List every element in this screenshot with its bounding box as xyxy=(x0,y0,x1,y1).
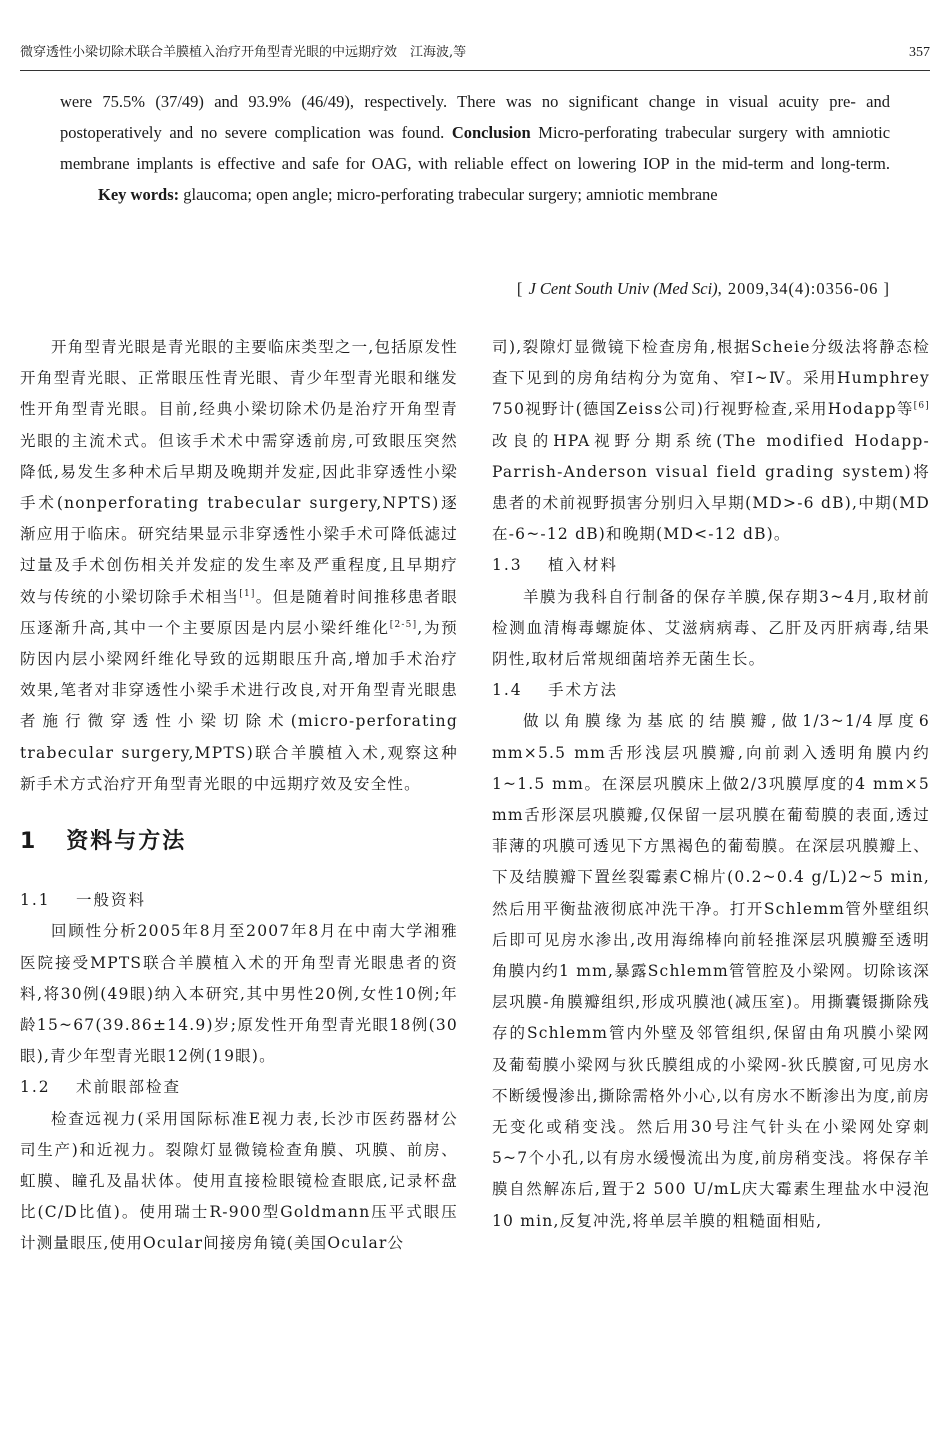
right-column xyxy=(492,332,930,1237)
subsection-number: 1.1 xyxy=(20,891,51,910)
conclusion-label: Conclusion xyxy=(451,123,531,142)
reference-1: [1] xyxy=(239,588,256,599)
citation: [ J Cent South Univ (Med Sci), 2009,34(4):0356-06 ] xyxy=(516,279,890,298)
subsection-heading-1-1 xyxy=(20,885,458,916)
english-abstract xyxy=(60,86,890,210)
intro-text-1: 开角型青光眼是青光眼的主要临床类型之一,包括原发性开角型青光眼、正常眼压性青光眼、青少年型青光眼和继发性开角型青光眼。目前,经典小梁切除术仍是治疗开角型青光眼的主流术式。但该手术术中需穿透前房,可致眼压突然降低,易发生多种术后早期及晚期并发症,因此非穿透性小梁手术(nonperforating trabecular surgery,NPTS)逐渐应用于临床。研究结果显示非穿透性小梁手术可降低滤过过量及手术创伤相关并发症的发生率及严重程度,且早期疗效与传统的小梁切除手术相当 xyxy=(20,338,458,606)
page-number: 357 xyxy=(909,45,930,60)
continued-text-2: 改良的HPA视野分期系统(The modified Hodapp-Parrish-Anderson visual field grading system)将患者的术前视野损害分别归入早期(MD>-6 dB),中期(MD在-6~-12 dB)和晚期(MD<-12 dB)。 xyxy=(492,431,930,544)
subsection-number: 1.3 xyxy=(492,556,523,575)
section-heading-1 xyxy=(20,826,458,857)
subsection-1-3-text: 羊膜为我科自行制备的保存羊膜,保存期3~4月,取材前检测血清梅毒螺旋体、艾滋病病毒、乙肝及丙肝病毒,结果阴性,取材后常规细菌培养无菌生长。 xyxy=(492,587,930,669)
subsection-heading-1-3 xyxy=(492,550,930,581)
subsection-title: 术前眼部检查 xyxy=(76,1078,182,1097)
subsection-1-4-text: 做以角膜缘为基底的结膜瓣,做1/3~1/4厚度6 mm×5.5 mm舌形浅层巩膜瓣,向前剥入透明角膜内约1~1.5 mm。在深层巩膜床上做2/3巩膜厚度的4 mm×5 mm舌形深层巩膜瓣,仅保留一层巩膜在葡萄膜的表面,透过菲薄的巩膜可透见下方黑褐色的葡萄膜。在深层巩膜瓣上、下及结膜瓣下置丝裂霉素C棉片(0.2~0.4 g/L)2~5 min,然后用平衡盐液彻底冲洗干净。打开Schlemm管外壁组织后即可见房水渗出,改用海绵棒向前轻推深层巩膜瓣至透明角膜内约1 mm,暴露Schlemm管管腔及小梁网。切除该深层巩膜-角膜瓣组织,形成巩膜池(减压室)。用撕囊镊撕除残存的Schlemm管内外壁及邻管组织,保留由角巩膜小梁网及葡萄膜小梁网与狄氏膜组成的小梁网-狄氏膜窗,可见房水不断缓慢渗出,撕除需格外小心,以有房水不断渗出为度,前房无变化或稍变浅。然后用30号注气针头在小梁网处穿刺5~7个小孔,以有房水缓慢流出为度,前房稍变浅。将保存羊膜自然解冻后,置于2 500 U/mL庆大霉素生理盐水中浸泡10 min,反复冲洗,将单层羊膜的粗糙面相贴, xyxy=(492,712,930,1230)
subsection-1-2-continued xyxy=(492,332,930,550)
subsection-1-1-text: 回顾性分析2005年8月至2007年8月在中南大学湘雅医院接受MPTS联合羊膜植入术的开角型青光眼患者的资料,将30例(49眼)纳入本研究,其中男性20例,女性10例;年龄15~67(39.86±14.9)岁;原发性开角型青光眼18例(30眼),青少年型青光眼12例(19眼)。 xyxy=(20,922,458,1066)
keywords-line xyxy=(60,179,890,210)
header-rule xyxy=(20,70,930,71)
subsection-1-2-text: 检查远视力(采用国际标准E视力表,长沙市医药器材公司生产)和近视力。裂隙灯显微镜检查角膜、巩膜、前房、虹膜、瞳孔及晶状体。使用直接检眼镜检查眼底,记录杯盘比(C/D比值)。使用瑞士R-900型Goldmann压平式眼压计测量眼压,使用Ocular间接房角镜(美国Ocular公 xyxy=(20,1109,458,1253)
subsection-title: 植入材料 xyxy=(548,556,619,575)
section-number: 1 xyxy=(20,829,38,855)
keywords-label: Key words: xyxy=(98,185,180,204)
abstract-results-conclusion xyxy=(60,86,890,179)
citation-journal: J Cent South Univ (Med Sci) xyxy=(528,279,718,298)
subsection-title: 手术方法 xyxy=(548,681,619,700)
subsection-title: 一般资料 xyxy=(76,891,147,910)
subsection-number: 1.4 xyxy=(492,681,523,700)
intro-paragraph xyxy=(20,332,458,800)
reference-2-5: [2-5] xyxy=(389,619,418,630)
left-column xyxy=(20,332,458,1260)
running-title: 微穿透性小梁切除术联合羊膜植入治疗开角型青光眼的中远期疗效 江海波,等 xyxy=(20,45,467,60)
running-header xyxy=(20,43,930,63)
citation-details: , 2009,34(4):0356-06 xyxy=(717,279,879,298)
continued-text-1: 司),裂隙灯显微镜下检查房角,根据Scheie分级法将静态检查下见到的房角结构分为宽角、窄Ⅰ~Ⅳ。采用Humphrey 750视野计(德国Zeiss公司)行视野检查,采用Hodapp等 xyxy=(492,338,930,419)
results-tail: were 75.5% (37/49) and 93.9% (46/49), respectively. There was no significant change in visual acuity pre- and postoperatively and no severe complication was found. xyxy=(60,92,890,142)
keywords-text: glaucoma; open angle; micro-perforating trabecular surgery; amniotic membrane xyxy=(183,185,718,204)
subsection-heading-1-2 xyxy=(20,1072,458,1103)
section-title: 资料与方法 xyxy=(66,829,187,855)
intro-text-3: ,为预防因内层小梁网纤维化导致的远期眼压升高,增加手术治疗效果,笔者对非穿透性小梁手术进行改良,对开角型青光眼患者施行微穿透性小梁切除术(micro-perforating trabecular surgery,MPTS)联合羊膜植入术,观察这种新手术方式治疗开角型青光眼的中远期疗效及安全性。 xyxy=(20,618,458,793)
reference-6: [6] xyxy=(913,401,930,412)
subsection-heading-1-4 xyxy=(492,675,930,706)
conclusion-text: Micro-perforating trabecular surgery with amniotic membrane implants is effective and safe for OAG, with reliable effect on lowering IOP in the mid-term and long-term. xyxy=(60,123,891,173)
subsection-number: 1.2 xyxy=(20,1078,51,1097)
intro-text-2: 。但是随着时间推移患者眼压逐渐升高,其中一个主要原因是内层小梁纤维化 xyxy=(20,587,458,637)
